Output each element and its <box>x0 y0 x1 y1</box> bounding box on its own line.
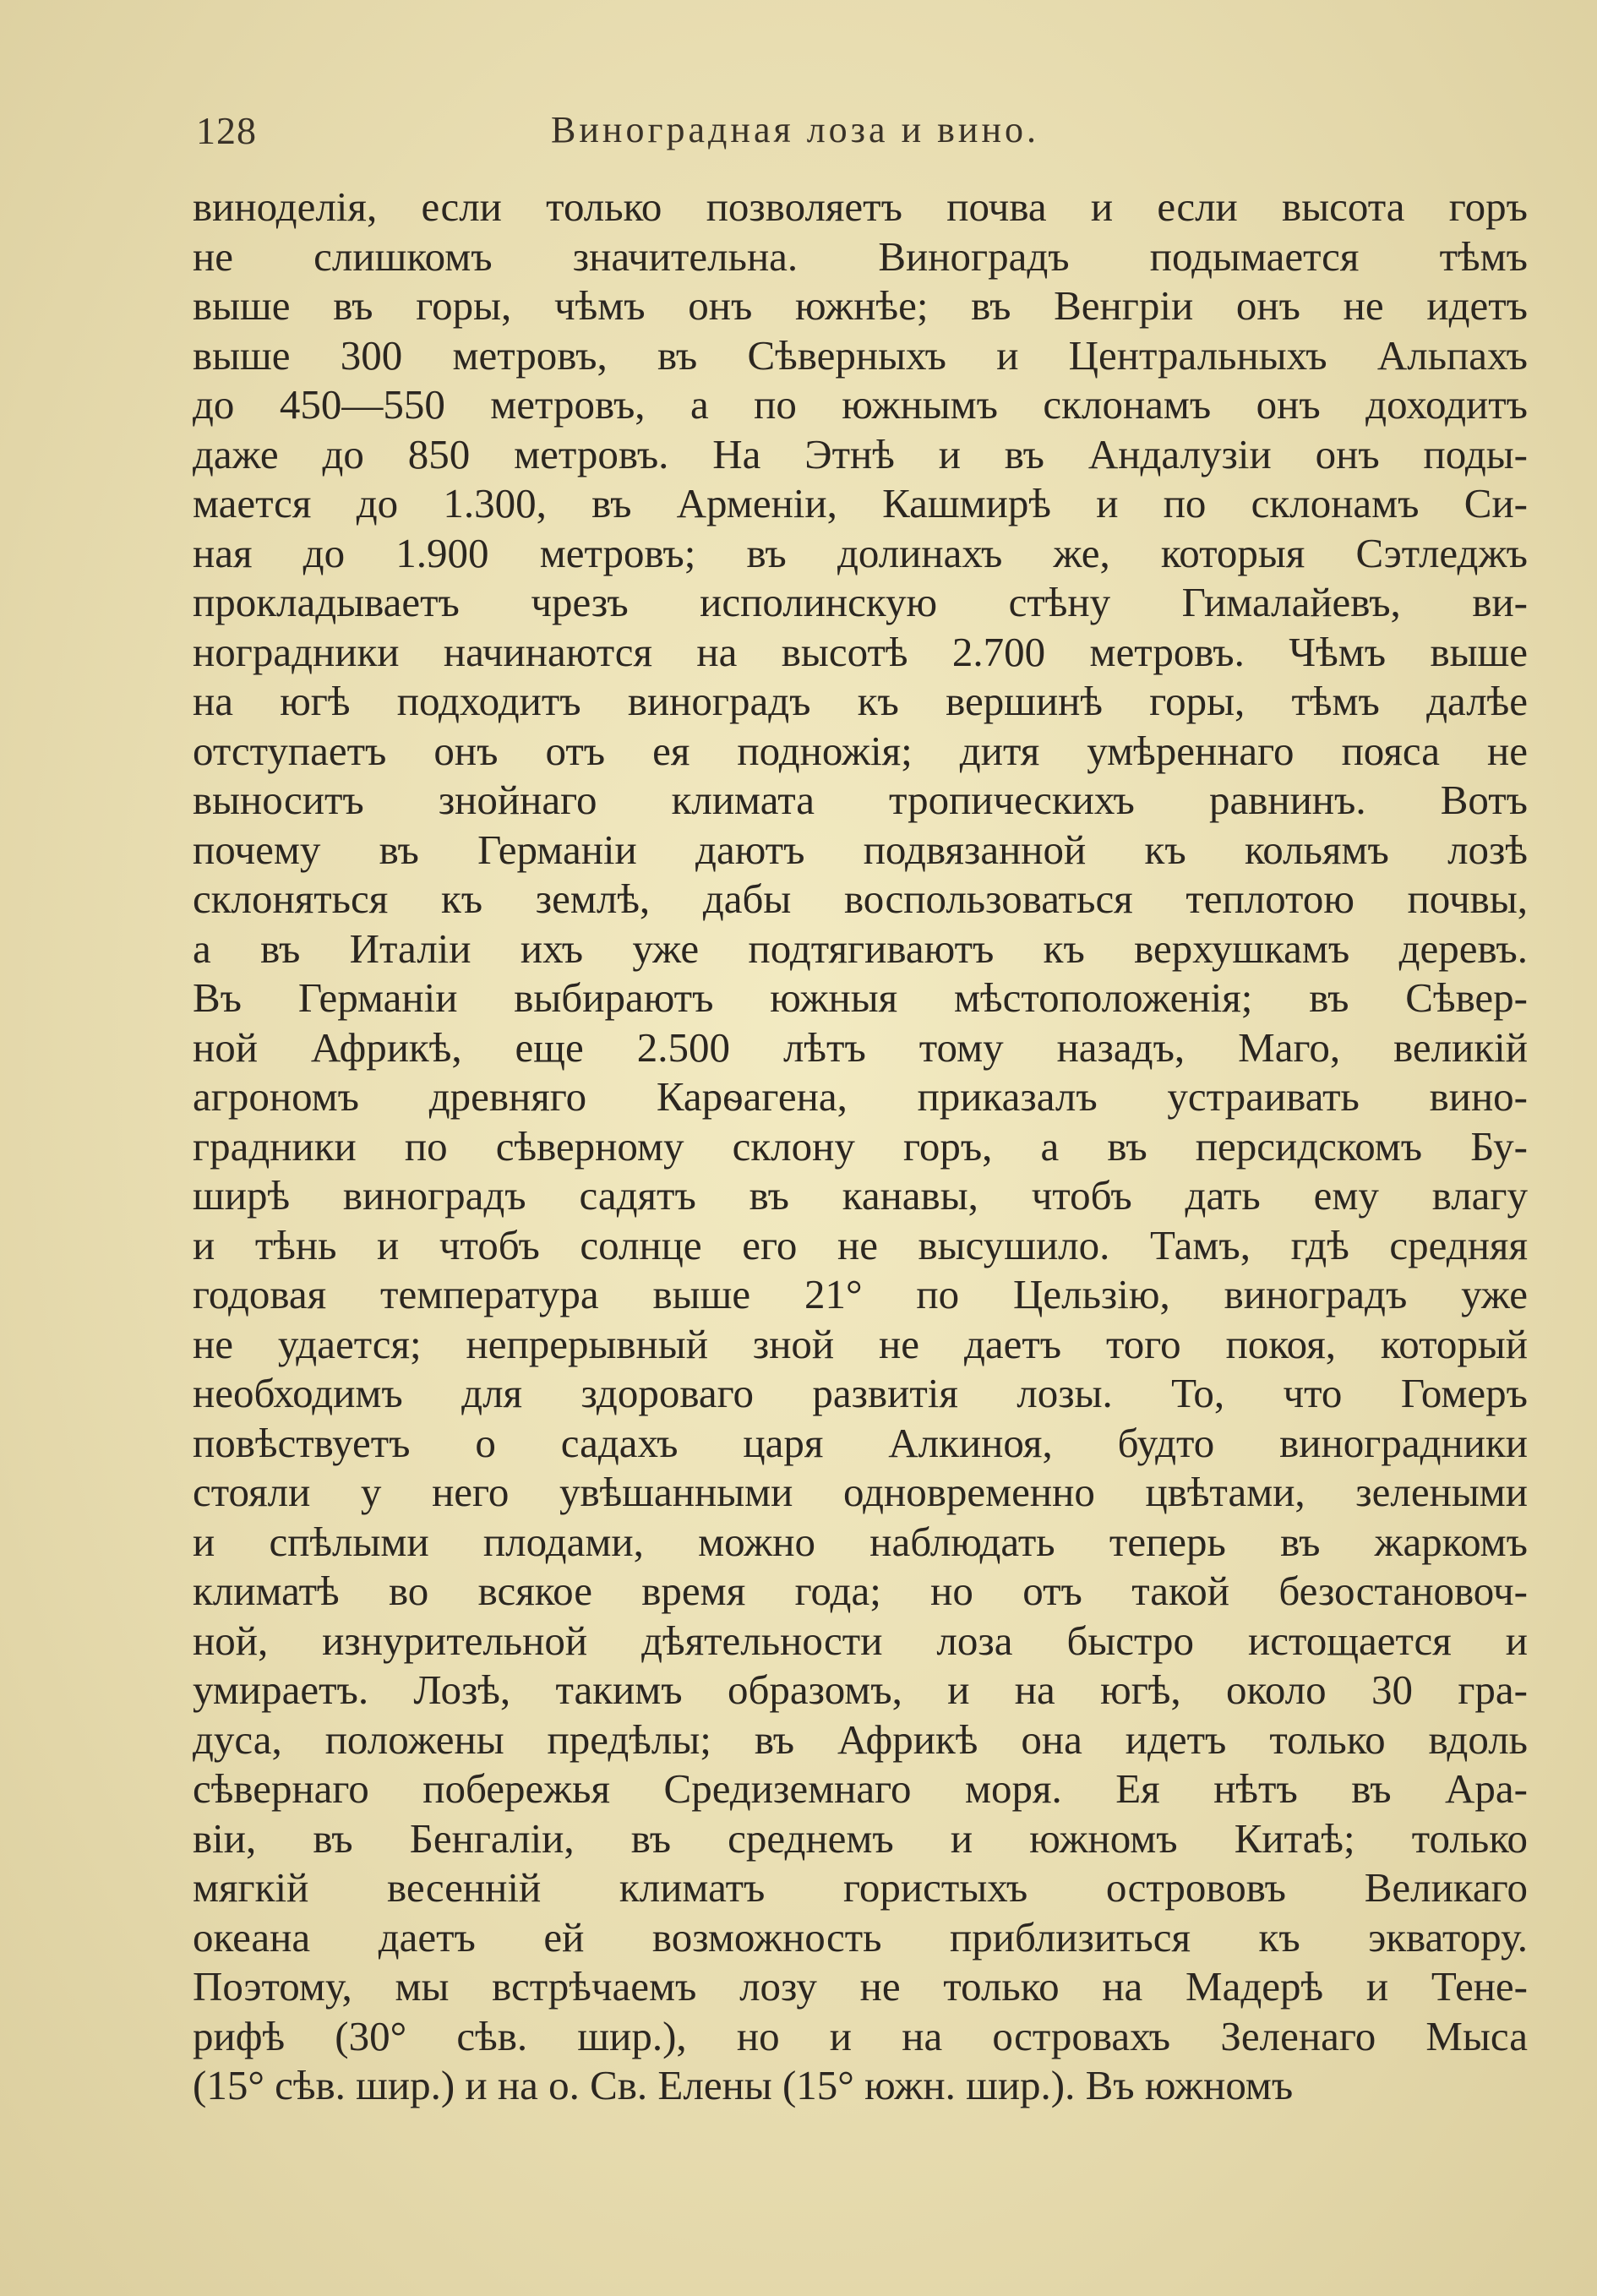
text-line: стояли у него увѣшанными одновременно цвѣтами, зелеными <box>193 1469 1528 1515</box>
text-line: виноделія, если только позволяетъ почва и если высота горъ <box>193 183 1528 230</box>
text-line: ной Африкѣ, еще 2.500 лѣтъ тому назадъ, Маго, великій <box>193 1023 1528 1071</box>
text-line: годовая температура выше 21° по Цельзію, виноградъ уже <box>193 1271 1528 1317</box>
text-line: до 450—550 метровъ, а по южнымъ склонамъ онъ доходитъ <box>193 381 1528 428</box>
text-line: Поэтому, мы встрѣчаемъ лозу не только на Мадерѣ и Тене- <box>193 1963 1528 2010</box>
text-line: и спѣлыми плодами, можно наблюдать теперь въ жаркомъ <box>193 1518 1528 1565</box>
text-line: почему въ Германіи даютъ подвязанной къ кольямъ лозѣ <box>193 826 1528 873</box>
text-line: на югѣ подходитъ виноградъ къ вершинѣ горы, тѣмъ далѣе <box>193 678 1528 724</box>
text-line: не удается; непрерывный зной не даетъ того покоя, который <box>193 1320 1528 1367</box>
text-line: рифѣ (30° сѣв. шир.), но и на островахъ Зеленаго Мыса <box>193 2012 1528 2059</box>
text-line: ноградники начинаются на высотѣ 2.700 метровъ. Чѣмъ выше <box>193 628 1528 675</box>
page-number: 128 <box>196 109 257 152</box>
body-text <box>193 183 1528 2111</box>
text-line: океана даетъ ей возможность приблизиться къ экватору. <box>193 1913 1528 1961</box>
text-line: дуса, положены предѣлы; въ Африкѣ она идетъ только вдоль <box>193 1715 1528 1763</box>
text-line: (15° сѣв. шир.) и на о. Св. Елены (15° южн. шир.). Въ южномъ <box>193 2062 1294 2108</box>
text-line: мягкій весенній климатъ гористыхъ острововъ Великаго <box>193 1864 1528 1911</box>
text-line: даже до 850 метровъ. На Этнѣ и въ Андалузіи онъ поды- <box>193 430 1528 477</box>
text-line: выше 300 метровъ, въ Сѣверныхъ и Центральныхъ Альпахъ <box>193 331 1528 379</box>
text-line: Въ Германіи выбираютъ южныя мѣстоположенія; въ Сѣвер- <box>193 974 1528 1021</box>
text-line: климатѣ во всякое время года; но отъ такой безостановоч- <box>193 1568 1528 1614</box>
text-line: мается до 1.300, въ Арменіи, Кашмирѣ и по склонамъ Си- <box>193 480 1528 526</box>
text-line: ной, изнурительной дѣятельности лоза быстро истощается и <box>193 1617 1528 1664</box>
text-line: повѣствуетъ о садахъ царя Алкиноя, будто виноградники <box>193 1419 1528 1466</box>
text-line: ная до 1.900 метровъ; въ долинахъ же, которыя Сэтледжъ <box>193 529 1528 576</box>
text-line: выноситъ знойнаго климата тропическихъ равнинъ. Вотъ <box>193 777 1528 823</box>
text-line: необходимъ для здороваго развитія лозы. То, что Гомеръ <box>193 1370 1528 1416</box>
running-title: Виноградная лоза и вино. <box>551 109 1040 150</box>
text-line: и тѣнь и чтобъ солнце его не высушило. Тамъ, гдѣ средняя <box>193 1221 1528 1268</box>
text-line: склоняться къ землѣ, дабы воспользоваться теплотою почвы, <box>193 875 1528 922</box>
text-line: віи, въ Бенгаліи, въ среднемъ и южномъ Китаѣ; только <box>193 1814 1528 1862</box>
text-line: сѣвернаго побережья Средиземнаго моря. Ея нѣтъ въ Ара- <box>193 1765 1528 1812</box>
text-line: агрономъ древняго Карѳагена, приказалъ устраивать вино- <box>193 1073 1528 1120</box>
text-line: умираетъ. Лозѣ, такимъ образомъ, и на югѣ, около 30 гра- <box>193 1666 1528 1713</box>
text-line: выше въ горы, чѣмъ онъ южнѣе; въ Венгріи онъ не идетъ <box>193 282 1528 329</box>
page-header <box>196 108 1514 159</box>
text-line: градники по сѣверному склону горъ, а въ персидскомъ Бу- <box>193 1122 1528 1170</box>
text-line: не слишкомъ значительна. Виноградъ подымается тѣмъ <box>193 232 1528 280</box>
text-line: ширѣ виноградъ садятъ въ канавы, чтобъ дать ему влагу <box>193 1172 1528 1219</box>
text-line: а въ Италіи ихъ уже подтягиваютъ къ верхушкамъ деревъ. <box>193 924 1528 972</box>
text-line: отступаетъ онъ отъ ея подножія; дитя умѣреннаго пояса не <box>193 727 1528 774</box>
text-line: прокладываетъ чрезъ исполинскую стѣну Гималайевъ, ви- <box>193 579 1528 625</box>
